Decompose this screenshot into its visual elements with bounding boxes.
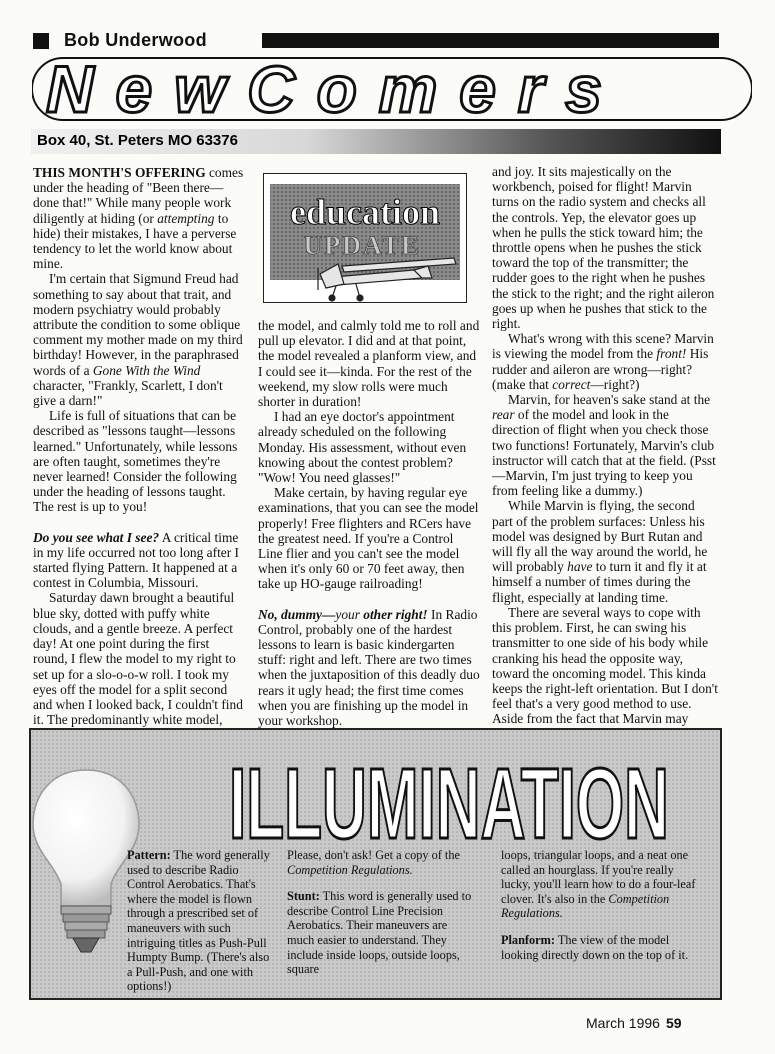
paragraph: Make certain, by having regular eye examinations, that you can see the model properly! Free flighters and RCers have the greatest need. If you're a Control Line flier and you can't see the model when it's only 60 or 70 feet away, then take up HO-gauge railroading! xyxy=(258,485,479,592)
paragraph: There are several ways to cope with this problem. First, he can swing his transmitter to one side of his body while cranking his head the opposite way, toward the oncoming model. This kinda keeps the right-left orientation. But I don't feel that's a very good method to use. Aside from the fact that Marvin may xyxy=(492,604,718,727)
column-title-text: NewComers xyxy=(46,52,606,126)
education-word: education xyxy=(289,192,441,232)
illumination-sidebar xyxy=(29,728,722,1000)
glossary-entry: Pattern: The word generally used to describe Radio Control Aerobatics. That's where the model is flown through a prescribed set of maneuvers with such intriguing titles as Push-Pull Humpty Bump. (There's also a Pull-Push, and one with options!) xyxy=(127,848,270,994)
glossary-column-1 xyxy=(127,848,272,994)
glossary-entry: Planform: The view of the model looking directly down on the top of it. xyxy=(501,932,689,962)
author-name: Bob Underwood xyxy=(64,30,207,50)
glossary-column-2 xyxy=(287,848,477,977)
light-bulb-icon xyxy=(31,766,141,966)
education-update-graphic xyxy=(263,173,467,303)
article-column-1 xyxy=(33,165,245,773)
paragraph: Marvin, for heaven's sake stand at the rear of the model and look in the direction of flight when you check those two functions! Fortunately, Marvin's club instructor will catch that at the field. (Psst—Marvin, I'm just trying to keep you from feeling like a dummy.) xyxy=(492,392,716,499)
subhead: Do you see what I see? xyxy=(33,529,160,545)
update-word: UPDATE xyxy=(303,231,421,260)
paragraph: Life is full of situations that can be described as "lessons taught—lessons learned." Unfortunately, while lessons are often taught, sometimes they're never learned! Consider the following under the heading of lessons taught. The rest is up to you! xyxy=(33,408,238,515)
column-title-logo xyxy=(32,52,752,126)
header-rule-bar xyxy=(262,33,719,48)
paragraph: THIS MONTH'S OFFERING comes under the heading of "Been there—done that!" While many people work diligently at hiding (or attempting to hide) their mistakes, I have a perverse tendency to let the world know about mine. xyxy=(33,165,244,272)
paragraph: While Marvin is flying, the second part of the problem surfaces: Unless his model was designed by Burt Rutan and will fly all the way around the world, he will probably have to turn it and fly it at himself a number of times during the flight, especially at landing time. xyxy=(492,498,708,605)
svg-text:ILLUMINATION: ILLUMINATION xyxy=(229,748,669,860)
page-number: 59 xyxy=(665,1015,682,1031)
header-square-mark xyxy=(33,33,49,49)
paragraph: No, dummy—your other right! In Radio Control, probably one of the hardest lessons to learn is basic kindergarten stuff: right and left. There are two times when the juxtaposition of this deadly duo rears it ugly head; the first time comes when you are finishing up the model in your workshop. xyxy=(258,606,480,729)
article-column-3 xyxy=(492,164,718,757)
paragraph: the model, and calmly told me to roll and pull up elevator. I did and at that point, the model revealed a planform view, and I could see it—kinda. For the rest of the weekend, my slow rolls were much shorter in duration! xyxy=(258,318,480,410)
page-footer xyxy=(586,1015,682,1031)
glossary-entry: Stunt: This word is generally used to describe Control Line Precision Aerobatics. Their maneuvers are much easier to understand. They include inside loops, outside loops, square xyxy=(287,889,472,977)
paragraph: What's wrong with this scene? Marvin is viewing the model from the front! His rudder and aileron are wrong—right? (make that correct—right?) xyxy=(492,331,714,392)
subhead: No, dummy— xyxy=(258,606,336,622)
issue-date: March 1996 xyxy=(586,1015,660,1031)
glossary-entry: Please, don't ask! Get a copy of the Competition Regulations. xyxy=(287,848,460,877)
paragraph: I'm certain that Sigmund Freud had something to say about that trait, and modern psychiatry would probably attribute the condition to some oblique comment my mother made on my third birthday! However, in the paraphrased words of a Gone With the Wind character, "Frankly, Scarlett, I don't give a darn!" xyxy=(33,271,243,409)
glossary-column-3 xyxy=(501,848,701,962)
paragraph: Do you see what I see? A critical time in my life occurred not too long after I started flying Pattern. It happened at a contest in Columbia, Missouri. xyxy=(33,529,239,591)
address-text: Box 40, St. Peters MO 63376 xyxy=(37,132,238,149)
glossary-entry: loops, triangular loops, and a neat one called an hourglass. If you're really lucky, you'll learn how to do a four-leaf clover. It's also in the Competition Regulations. xyxy=(501,848,696,921)
paragraph: I had an eye doctor's appointment already scheduled on the following Monday. His assessment, without even knowing about the contest problem? "Wow! You need glasses!" xyxy=(258,409,467,486)
paragraph: Saturday dawn brought a beautiful blue sky, dotted with puffy white clouds, and a gentle breeze. A perfect day! At one point during the first round, I flew the model to my right to set up for a slo-o-o-w roll. I took my eyes off the model for a split second and when I looked back, I couldn't find it. The predominantly white model, xyxy=(33,590,243,728)
paragraph: and joy. It sits majestically on the workbench, poised for flight! Marvin turns on the radio system and checks all the controls. Yep, the elevator goes up when he pulls the stick toward him; the throttle opens when he pushes the stick toward the top of the transmitter; the rudder goes to the right when he pushes the stick to the right; and the right aileron goes up when he pushes that stick to the right. xyxy=(492,164,715,332)
article-column-2 xyxy=(258,318,480,743)
